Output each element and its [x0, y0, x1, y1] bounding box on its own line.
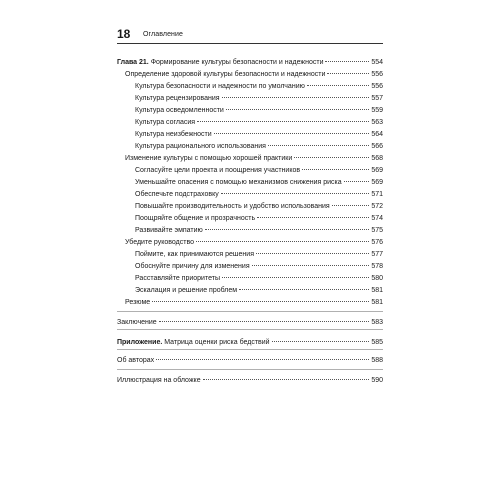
toc-entry-title	[135, 261, 250, 272]
toc-entry-title	[117, 337, 270, 348]
toc-entry-text: Развивайте эмпатию	[135, 227, 203, 234]
toc-leader-dots	[257, 216, 369, 218]
toc-entry-text: Убедите руководство	[125, 239, 194, 246]
toc-entry-prefix: Приложение.	[117, 339, 163, 346]
toc-entry	[135, 129, 383, 140]
toc-entry-title	[135, 249, 254, 260]
toc-entry-page: 581	[371, 299, 383, 306]
toc-entry-text: Об авторах	[117, 357, 155, 364]
toc-entry-text: Культура рационального использования	[135, 143, 266, 150]
toc-entry-page: 576	[371, 239, 383, 246]
toc-entry-title	[135, 273, 220, 284]
toc-entry-page: 572	[371, 203, 383, 210]
toc-entry-page: 563	[371, 119, 383, 126]
toc-entry-page: 588	[371, 357, 383, 364]
toc-entry	[135, 249, 383, 260]
toc-entry-title	[125, 69, 325, 80]
toc-entry	[125, 237, 383, 248]
toc-entry-text: Поймите, как принимаются решения	[135, 251, 254, 258]
toc-entry-title	[135, 117, 195, 128]
toc-entry-text: Расставляйте приоритеты	[135, 275, 220, 282]
toc-entry-page: 583	[371, 319, 383, 326]
toc-entry-page: 590	[371, 377, 383, 384]
toc-entry-title	[135, 129, 212, 140]
toc-entry-page: 574	[371, 215, 383, 222]
toc-entry	[117, 355, 383, 366]
toc-leader-dots	[272, 340, 370, 342]
toc-entry-text: Изменение культуры с помощью хорошей практики	[125, 155, 293, 162]
toc-leader-dots	[197, 120, 369, 122]
toc-entry-text: Поощряйте общение и прозрачность	[135, 215, 256, 222]
toc-entry-page: 575	[371, 227, 383, 234]
toc-entry	[135, 117, 383, 128]
toc-entry-title	[117, 57, 323, 68]
toc-entry-text: Иллюстрация на обложке	[117, 377, 201, 384]
toc-entry-text: Согласуйте цели проекта и поощрения участников	[135, 167, 301, 174]
toc-entry	[135, 93, 383, 104]
page-number: 18	[117, 27, 131, 41]
toc-entry-page: 559	[371, 107, 383, 114]
toc-entry-page: 556	[371, 83, 383, 90]
toc-entry-text: Обеспечьте подстраховку	[135, 191, 219, 198]
toc-entry	[125, 69, 383, 80]
toc-entry-title	[135, 93, 220, 104]
toc-entry-page: 569	[371, 167, 383, 174]
section-divider	[117, 369, 383, 370]
toc-entry-page: 566	[371, 143, 383, 150]
toc-entry	[135, 201, 383, 212]
toc-entry	[135, 105, 383, 116]
toc-leader-dots	[156, 358, 369, 360]
toc-leader-dots	[205, 228, 370, 230]
toc-entry-title	[135, 105, 224, 116]
toc-leader-dots	[214, 132, 370, 134]
toc-leader-dots	[268, 144, 369, 146]
toc-leader-dots	[203, 378, 370, 380]
toc-entry-page: 581	[371, 287, 383, 294]
toc-leader-dots	[159, 320, 370, 322]
toc-leader-dots	[325, 60, 369, 62]
toc-entry	[135, 189, 383, 200]
toc-entry-text: Культура неизбежности	[135, 131, 212, 138]
toc-leader-dots	[239, 288, 369, 290]
toc-leader-dots	[226, 108, 369, 110]
toc-entry-text: Уменьшайте опасения с помощью механизмов снижения риска	[135, 179, 342, 186]
toc-entry	[125, 153, 383, 164]
toc-leader-dots	[332, 204, 370, 206]
toc-entry-title	[135, 225, 203, 236]
toc-leader-dots	[252, 264, 370, 266]
toc-leader-dots	[294, 156, 369, 158]
toc-entry-page: 568	[371, 155, 383, 162]
section-divider	[117, 329, 383, 330]
toc-entry-title	[135, 177, 342, 188]
toc-leader-dots	[196, 240, 369, 242]
toc-entry-page: 564	[371, 131, 383, 138]
toc-entry-title	[117, 317, 157, 328]
toc-leader-dots	[302, 168, 369, 170]
toc-entry-title	[135, 285, 237, 296]
toc-entry-text: Матрица оценки риска бедствий	[164, 339, 270, 346]
toc-entry-title	[117, 375, 201, 386]
toc-entry-title	[125, 153, 292, 164]
toc-entry-text: Культура безопасности и надежности по умолчанию	[135, 83, 305, 90]
toc-entry	[135, 225, 383, 236]
toc-entry-title	[135, 213, 255, 224]
toc-entry-page: 578	[371, 263, 383, 270]
toc-entry-title	[117, 355, 154, 366]
toc-entry-page: 569	[371, 179, 383, 186]
toc-entry-title	[125, 237, 194, 248]
toc-entry-text: Резюме	[125, 299, 151, 306]
toc-entry-prefix: Глава 21.	[117, 59, 149, 66]
toc-entry-page: 580	[371, 275, 383, 282]
toc-entry-page: 556	[371, 71, 383, 78]
section-divider	[117, 311, 383, 312]
toc-entry-text: Культура согласия	[135, 119, 196, 126]
running-title: Оглавление	[143, 31, 184, 38]
toc-leader-dots	[222, 276, 369, 278]
toc-entry-title	[135, 81, 305, 92]
toc-leader-dots	[327, 72, 369, 74]
toc-entry	[117, 317, 383, 328]
toc-leader-dots	[307, 84, 369, 86]
toc-entry-text: Повышайте производительность и удобство использования	[135, 203, 330, 210]
toc-entry	[117, 57, 383, 68]
toc-entry-text: Формирование культуры безопасности и надежности	[150, 59, 324, 66]
toc-entry	[117, 375, 383, 386]
toc-entry-text: Определение здоровой культуры безопасности и надежности	[125, 71, 326, 78]
section-divider	[117, 349, 383, 350]
toc-entry-page: 571	[371, 191, 383, 198]
toc-leader-dots	[221, 192, 370, 194]
toc-entry-page: 577	[371, 251, 383, 258]
toc-entry	[135, 165, 383, 176]
toc-entry	[135, 273, 383, 284]
toc-entry	[135, 81, 383, 92]
toc-entry-text: Культура осведомленности	[135, 107, 224, 114]
toc-entry-page: 585	[371, 339, 383, 346]
toc-entry-text: Заключение	[117, 319, 157, 326]
toc-entry	[125, 297, 383, 308]
toc-entry-title	[135, 201, 330, 212]
toc-entry-title	[135, 189, 219, 200]
toc-entry	[117, 337, 383, 348]
toc-entry-text: Обоснуйте причину для изменения	[135, 263, 250, 270]
toc-leader-dots	[152, 300, 369, 302]
toc-entry-text: Культура рецензирования	[135, 95, 220, 102]
toc-entry	[135, 285, 383, 296]
toc-leader-dots	[344, 180, 370, 182]
toc-entry-page: 557	[371, 95, 383, 102]
toc-entry	[135, 141, 383, 152]
toc-leader-dots	[256, 252, 369, 254]
toc-leader-dots	[222, 96, 370, 98]
toc-entry-title	[135, 141, 266, 152]
toc-entry	[135, 261, 383, 272]
toc-entry-title	[125, 297, 150, 308]
toc-entry-page: 554	[371, 59, 383, 66]
toc-entry-title	[135, 165, 300, 176]
page-header	[117, 27, 383, 44]
toc-entry	[135, 213, 383, 224]
toc-entry	[135, 177, 383, 188]
toc-entry-text: Эскалация и решение проблем	[135, 287, 238, 294]
